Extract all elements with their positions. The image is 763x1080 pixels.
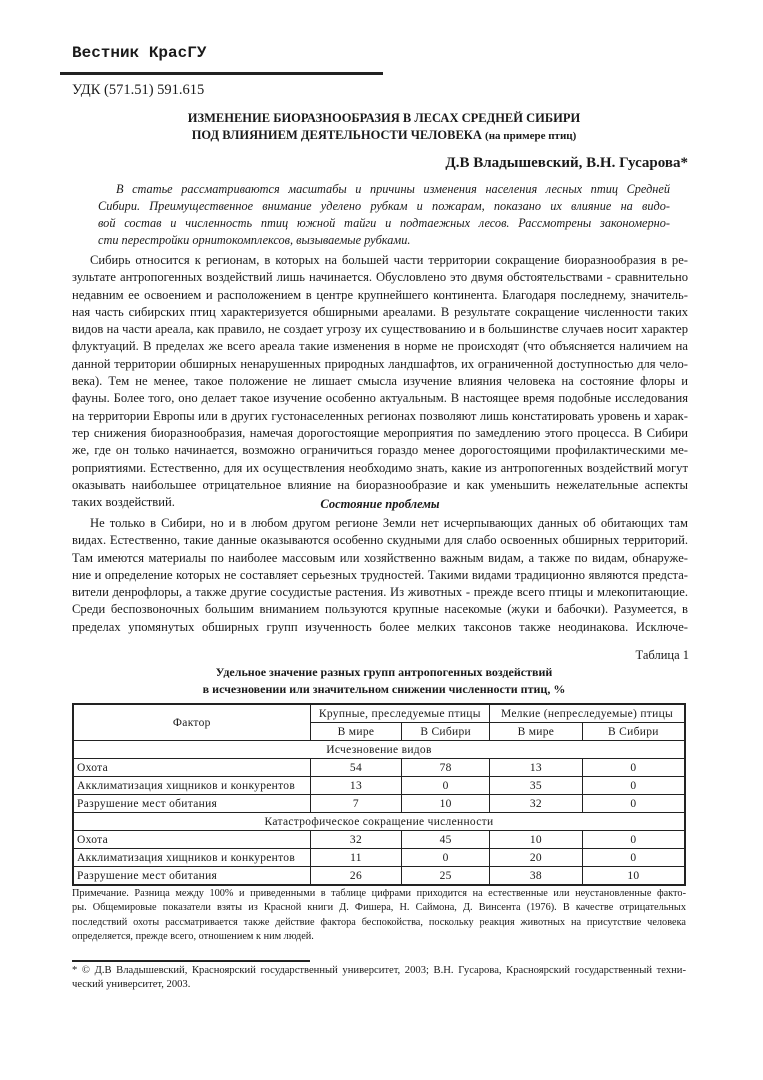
value-cell: 11 [310,849,402,867]
footnote-rule [72,960,310,962]
value-cell: 10 [490,831,583,849]
header-rule [60,72,383,75]
value-cell: 0 [402,849,490,867]
text-line: Сибири. Преимущественное внимание уделено рубкам и пожарам, показано их влияние на видо- [98,199,670,213]
value-cell: 20 [490,849,583,867]
value-cell: 78 [402,759,490,777]
table-number: Таблица 1 [635,648,689,662]
text-line: тер снижения биоразнообразия, намечая дорогостоящие мероприятия по замедлению этого процесса. В Сибири [72,425,688,440]
value-cell: 10 [402,795,490,813]
table-row [73,759,685,777]
value-cell: 13 [490,759,583,777]
value-cell: 45 [402,831,490,849]
text-line: ние и определение которых не составляет серьезных трудностей. Такими видами традиционно являются предста- [72,567,688,582]
text-line: ная часть сибирских птиц характеризуется обширными ареалами. В результате сокращение численности таких [72,304,688,319]
text-line: ры. Общемировые показатели взяты из Красной книги Д. Фишера, Н. Саймона, Д. Винсента (1976). В качестве отрицательных [72,902,686,914]
text-line: ческий университет, 2003. [72,979,191,990]
factor-cell: Разрушение мест обитания [73,795,310,813]
table-row [73,795,685,813]
value-cell: 0 [582,759,685,777]
intro-paragraph [72,252,688,511]
title-line-2: ПОД ВЛИЯНИЕМ ДЕЯТЕЛЬНОСТИ ЧЕЛОВЕКА [191,128,482,142]
value-cell: 0 [582,795,685,813]
text-line: Среди беспозвоночных большим вниманием пользуются крупные насекомые (жуки и бабочки). Разумеется, в [72,602,688,617]
value-cell: 13 [310,777,402,795]
value-cell: 54 [310,759,402,777]
value-cell: 7 [310,795,402,813]
table-title-line-2: в исчезновении или значительном снижении численности птиц, % [202,682,566,696]
factor-cell: Охота [73,831,310,849]
text-line: на территории Европы или в других густонаселенных регионах позволяют лишь констатировать уровень и харак- [72,408,688,423]
table-row [73,867,685,886]
text-line: Там имеются материалы по наиболее массовым или хозяйственно важным видам, а также по видам, обнаруже- [72,550,688,565]
text-line: Не только в Сибири, но и в любом другом регионе Земли нет исчерпывающих данных об обитающих там [90,516,688,530]
abstract [98,181,670,249]
section-heading: Состояние проблемы [320,497,440,511]
text-line: вой состав и численность птиц южной тайги и подтаежных лесов. Рассмотрены закономерно- [98,216,670,230]
value-cell: 25 [402,867,490,886]
text-line: флуктуаций. В пределах же всего ареала такие изменения в норме не происходят (что объясняется наличием на [72,339,688,354]
text-line: недавним ее освоением и расположением в центре крупнейшего континента. Благодаря последнему, значитель- [72,287,688,302]
text-line: роприятиями. Естественно, для их осуществления необходимо знать, какие из антропогенных воздействий могут [72,460,688,475]
text-line: сти перестройки орнитокомплексов, вызываемые рубками. [98,233,411,247]
factor-cell: Акклиматизация хищников и конкурентов [73,777,310,795]
table-note [72,887,686,944]
text-line: определяется, прежде всего, отношением к ним людей. [72,930,314,942]
title-subtitle: (на примере птиц) [485,130,577,142]
section-title: Катастрофическое сокращение численности [73,813,685,831]
text-line: пределах упомянутых обширных групп изученность более мелких таксонов также неодинакова. Исключе- [72,619,688,634]
footnote [72,964,686,992]
factor-cell: Разрушение мест обитания [73,867,310,886]
value-cell: 0 [582,849,685,867]
text-line: видах. Естественно, такие данные оказываются особенно скудными для слабо освоенных обширных территорий. [72,533,688,548]
title-line-1: ИЗМЕНЕНИЕ БИОРАЗНООБРАЗИЯ В ЛЕСАХ СРЕДНЕЙ СИБИРИ [187,111,581,125]
text-line: видов на части ареала, как правило, не создает угрозу их существованию и в большинстве случаев носит характер [72,322,688,337]
value-cell: 26 [310,867,402,886]
journal-name: Вестник КрасГУ [72,44,207,62]
factor-cell: Охота [73,759,310,777]
header-factor: Фактор [73,704,310,741]
value-cell: 35 [490,777,583,795]
section-row [73,741,685,759]
text-line: В статье рассматриваются масштабы и причины изменения населения лесных птиц Средней [116,182,670,196]
text-line: вители денрофлоры, а также другие сосудистые растения. Из животных - прежде всего птицы и млекопитающие. [72,585,688,600]
value-cell: 0 [582,777,685,795]
value-cell: 32 [490,795,583,813]
authors: Д.В Владышевский, В.Н. Гусарова* [445,155,688,171]
text-line: последствий охоты рассматривается также действие фактора беспокойства, поскольку реакция животных на присутствие человека [72,916,686,928]
text-line: Сибирь относится к регионам, в которых на большей части территории сокращение биоразнообразия в ре- [90,253,688,267]
text-line: Примечание. Разница между 100% и приведенными в таблице цифрами приходится на естественные или неустановленные факто- [72,888,686,899]
text-line: таких воздействий. [72,495,175,510]
factor-cell: Акклиматизация хищников и конкурентов [73,849,310,867]
section-title: Исчезновение видов [73,741,685,759]
article-title [72,110,696,145]
problem-paragraph [72,515,688,636]
header-small-birds: Мелкие (непреследуемые) птицы [490,704,685,723]
section-row [73,813,685,831]
table-row [73,831,685,849]
text-line: фауны. Более того, оно делает такое изучение особенно актуальным. В настоящее время подобные исследования [72,391,688,406]
udk-code: УДК (571.51) 591.615 [72,82,205,98]
text-line: данной территории обширных ненарушенных природных ландшафтов, их ограниченной доступностью для чело- [72,356,688,371]
value-cell: 0 [402,777,490,795]
header-large-birds: Крупные, преследуемые птицы [310,704,489,723]
text-line: века). Тем не менее, такое положение не лишает смысла изучение влияния человека на состояние флоры и [72,374,688,389]
table-row [73,777,685,795]
header-world: В мире [310,723,402,741]
text-line: * © Д.В Владышевский, Красноярский государственный университет, 2003; В.Н. Гусарова, Красноярский государственный техни- [72,965,686,976]
table-title [72,664,696,698]
value-cell: 38 [490,867,583,886]
value-cell: 32 [310,831,402,849]
header-world: В мире [490,723,583,741]
table-title-line-1: Удельное значение разных групп антропогенных воздействий [215,665,553,679]
header-siberia: В Сибири [582,723,685,741]
text-line: же, где он только начинается, возможно ограничиться гораздо менее дорогостоящими профилактическими ме- [72,443,688,458]
header-siberia: В Сибири [402,723,490,741]
value-cell: 10 [582,867,685,886]
data-table [72,703,686,886]
text-line: зультате антропогенных воздействий лишь начинается. Обусловлено это двумя обстоятельствами - сравнительно [72,270,688,285]
table-row [73,849,685,867]
value-cell: 0 [582,831,685,849]
text-line: оказывать наибольшее отрицательное влияние на биоразнообразие и как уменьшить нежелательные аспекты [72,477,688,492]
